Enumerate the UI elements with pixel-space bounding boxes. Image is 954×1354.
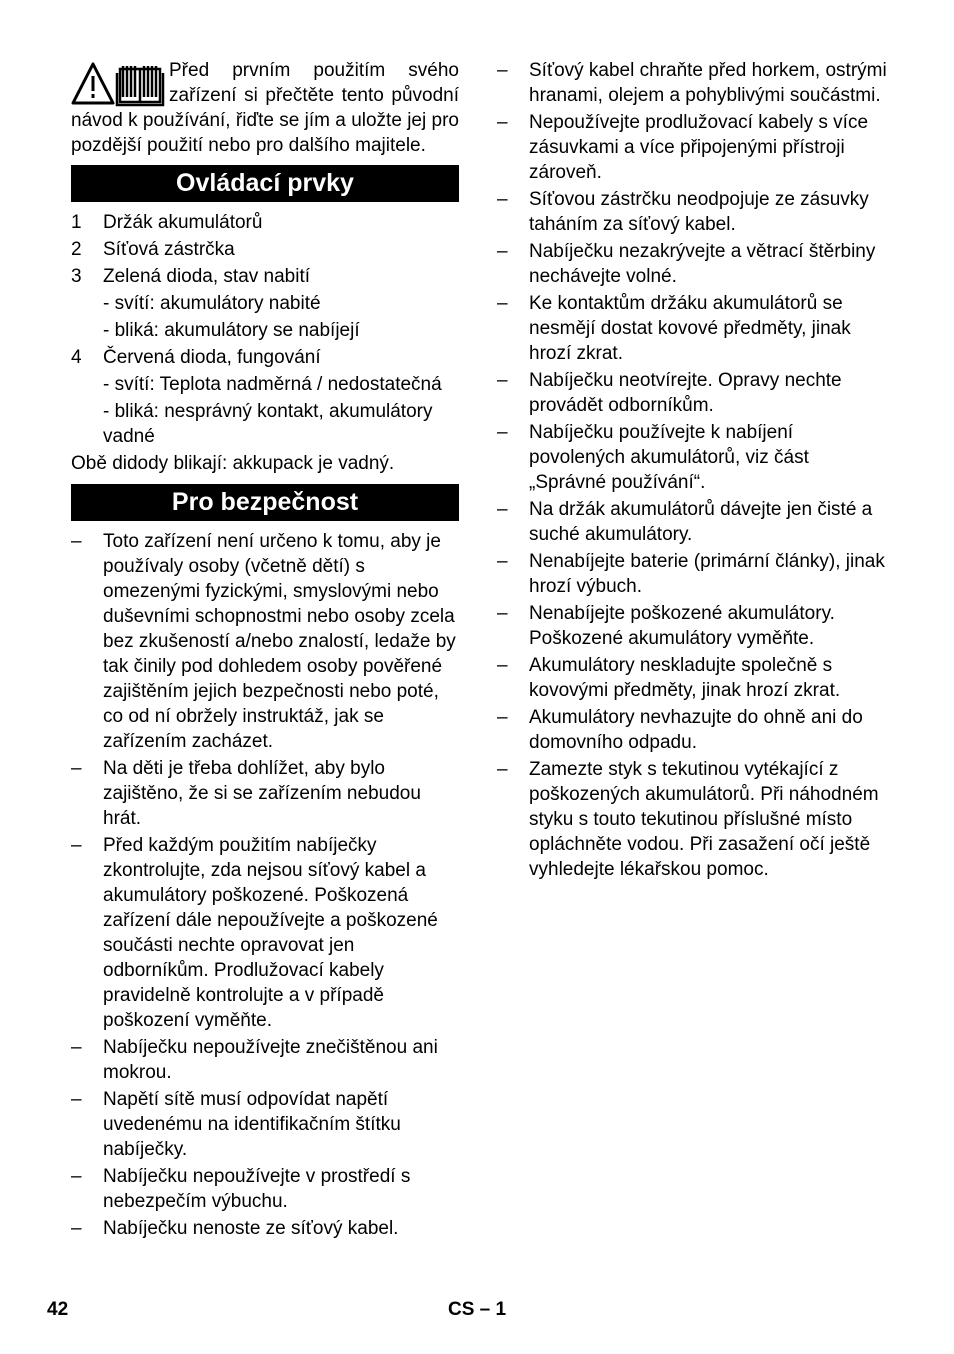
safety-item [497,497,889,547]
dash-bullet: – [497,499,508,520]
safety-item [497,239,889,289]
safety-item-text: Síťový kabel chraňte před horkem, ostrými hranami, olejem a pohyblivými součástmi. [529,60,887,106]
left-column [71,58,459,1243]
warning-triangle-icon [73,64,113,103]
right-column [497,58,889,884]
safety-item-text: Nabíječku nenoste ze síťový kabel. [103,1218,399,1239]
language-page-label: CS – 1 [448,1299,507,1320]
safety-item [497,653,889,703]
dash-bullet: – [497,655,508,676]
safety-item-text: Síťovou zástrčku neodpojuje ze zásuvky taháním za síťový kabel. [529,189,869,235]
dash-bullet: – [497,551,508,572]
safety-item-text: Napětí sítě musí odpovídat napětí uvedenému na identifikačním štítku nabíječky. [103,1089,401,1160]
dash-bullet: – [71,531,82,552]
safety-item-text: Nabíječku nepoužívejte znečištěnou ani mokrou. [103,1037,438,1083]
safety-item-text: Nabíječku používejte k nabíjení povolených akumulátorů, viz část „Správné používání“. [529,422,809,493]
safety-item-text: Akumulátory neskladujte společně s kovovými předměty, jinak hrozí zkrat. [529,655,841,701]
dash-bullet: – [497,422,508,443]
control-item-2: 2 Síťová zástrčka [71,239,235,260]
control-item-1: 1 Držák akumulátorů [71,212,263,233]
controls-note: Obě didody blikají: akkupack je vadný. [71,453,395,474]
dash-bullet: – [497,370,508,391]
control-sub-item: - bliká: nesprávný kontakt, akumulátory vadné [103,401,433,447]
safety-item-text: Na děti je třeba dohlížet, aby bylo zajištěno, že si se zařízením nebudou hrát. [103,758,421,829]
page-number: 42 [47,1299,69,1320]
dash-bullet: – [497,759,508,780]
dash-bullet: – [71,1218,82,1239]
dash-bullet: – [497,112,508,133]
safety-item [71,756,459,831]
control-sub-item: - svítí: Teplota nadměrná / nedostatečná [103,374,442,395]
controls-list [71,210,459,476]
intro-notice [71,58,459,158]
dash-bullet: – [497,603,508,624]
controls-heading: Ovládací prvky [71,165,459,202]
dash-bullet: – [71,835,82,856]
dash-bullet: – [497,707,508,728]
safety-item [497,420,889,495]
safety-item-text: Zamezte styk s tekutinou vytékající z poškozených akumulátorů. Při náhodném styku s touto tekutinou příslušné místo opláchněte vodou. Při zasažení očí ještě vyhledejte lékařskou pomoc. [529,759,879,880]
dash-bullet: – [497,189,508,210]
control-item-4: 4 Červená dioda, fungování [71,347,321,368]
dash-bullet: – [71,1166,82,1187]
safety-item-text: Nabíječku neotvírejte. Opravy nechte provádět odborníkům. [529,370,842,416]
safety-item-text: Nenabíjejte poškozené akumulátory. Poškozené akumulátory vyměňte. [529,603,835,649]
safety-item-text: Před každým použitím nabíječky zkontrolujte, zda nejsou síťový kabel a akumulátory poškozené. Poškozená zařízení dále nepoužívejte a poškozené součásti nechte opravovat jen odborníkům. Prodlužovací kabely pravidelně kontrolujte a v případě poškození vyměňte. [103,835,438,1031]
warning-manual-icons [71,61,167,107]
dash-bullet: – [497,60,508,81]
safety-heading: Pro bezpečnost [71,484,459,521]
dash-bullet: – [71,1037,82,1058]
safety-item [71,1087,459,1162]
safety-item-text: Nabíječku nepoužívejte v prostředí s nebezpečím výbuchu. [103,1166,411,1212]
safety-item-text: Nenabíjejte baterie (primární články), jinak hrozí výbuch. [529,551,885,597]
dash-bullet: – [497,241,508,262]
safety-item [497,110,889,185]
dash-bullet: – [497,293,508,314]
safety-item-text: Akumulátory nevhazujte do ohně ani do domovního odpadu. [529,707,863,753]
intro-text: Před prvním použitím svého zařízení si přečtěte tento původní návod k používání, řiďte se jím a uložte jej pro pozdější použití nebo pro dalšího majitele. [71,60,459,156]
safety-item-text: Nabíječku nezakrývejte a větrací štěrbiny nechávejte volné. [529,241,876,287]
dash-bullet: – [71,1089,82,1110]
safety-item [497,58,889,108]
safety-item [497,291,889,366]
control-sub-item: - svítí: akumulátory nabité [103,293,321,314]
safety-item [71,1164,459,1214]
safety-item [71,529,459,754]
safety-item-text: Na držák akumulátorů dávejte jen čisté a suché akumulátory. [529,499,873,545]
safety-item [497,757,889,882]
safety-item [71,1035,459,1085]
safety-list-left [71,529,459,1241]
safety-item-text: Toto zařízení není určeno k tomu, aby je používaly osoby (včetně dětí) s omezenými fyzickými, smyslovými nebo duševními schopnostmi nebo osoby zcela bez zkušeností a/nebo znalostí, ledaže by tak činily pod dohledem osoby pověřené zajištěním jejich bezpečnosti nebo poté, co od ní obržely instruktáž, jak se zařízením zacházet. [103,531,456,752]
safety-item [71,833,459,1033]
safety-item-text: Nepoužívejte prodlužovací kabely s více zásuvkami a více připojenými přístroji zároveň. [529,112,869,183]
safety-item [497,368,889,418]
safety-item [497,705,889,755]
control-item-3: 3 Zelená dioda, stav nabití [71,266,311,287]
control-sub-item: - bliká: akumulátory se nabíjejí [103,320,360,341]
safety-item [497,187,889,237]
open-manual-icon [117,66,163,105]
safety-item [497,549,889,599]
safety-item [497,601,889,651]
dash-bullet: – [71,758,82,779]
safety-list-right [497,58,889,882]
safety-item-text: Ke kontaktům držáku akumulátorů se nesmějí dostat kovové předměty, jinak hrozí zkrat. [529,293,851,364]
safety-item [71,1216,459,1241]
